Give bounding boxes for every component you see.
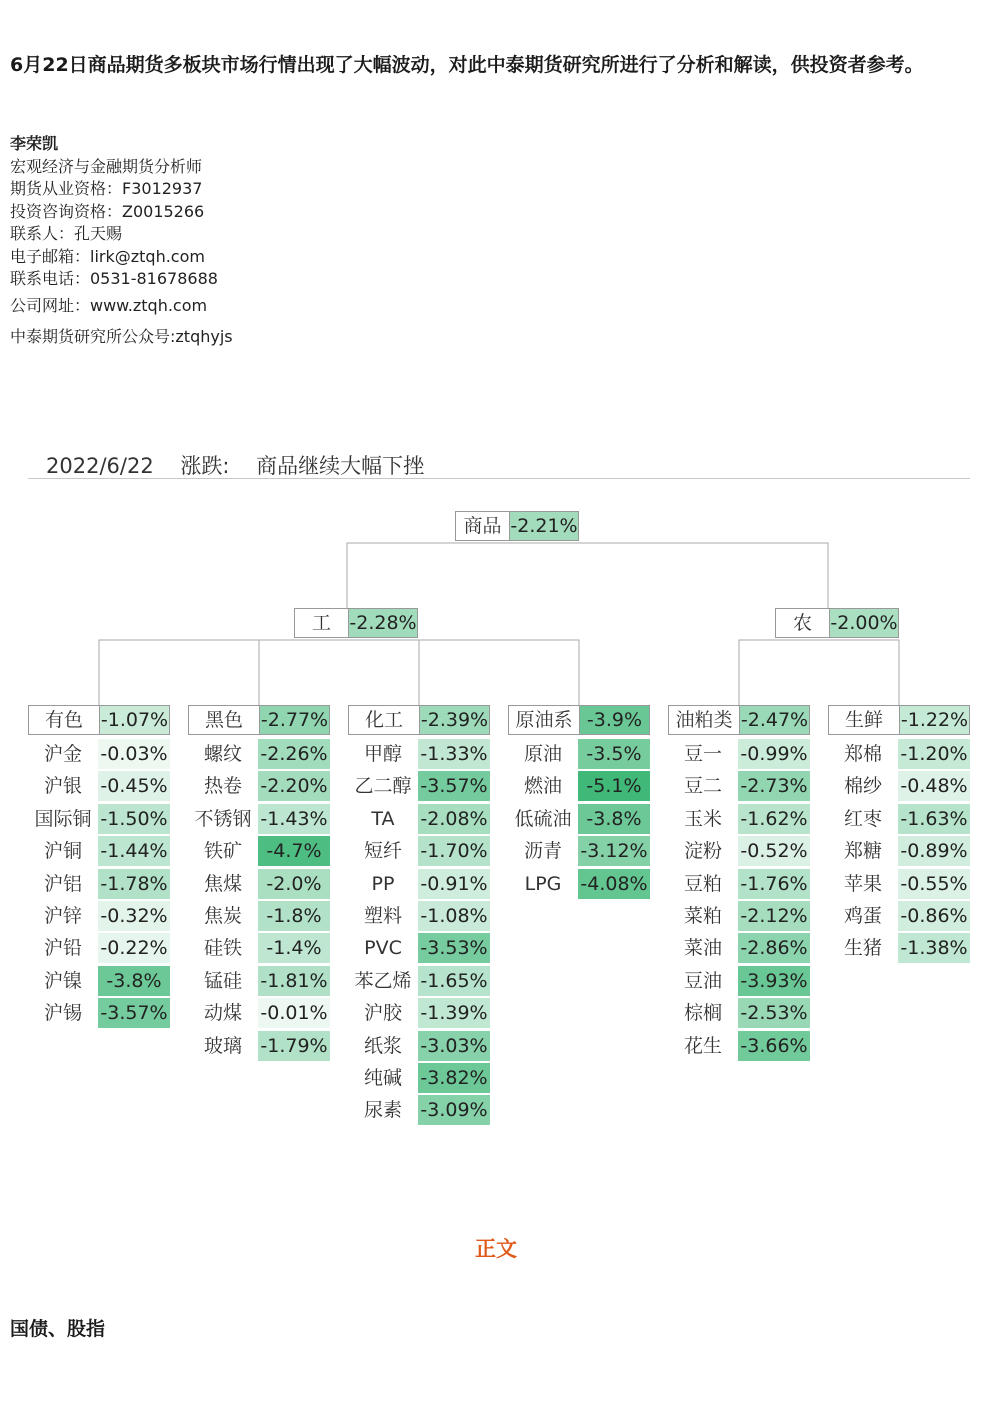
commodity-name: 苯乙烯 bbox=[354, 969, 412, 992]
chart-metric: 涨跌: bbox=[180, 454, 230, 478]
group-list-nonferrous bbox=[28, 739, 170, 1031]
sector-value: -2.00% bbox=[830, 609, 898, 637]
phone-number: 联系电话：0531-81678688 bbox=[10, 269, 218, 288]
commodity-row bbox=[188, 739, 330, 769]
commodity-name: 沪锡 bbox=[43, 1002, 82, 1025]
root-value: -2.21% bbox=[510, 512, 578, 540]
commodity-row bbox=[668, 869, 810, 899]
commodity-name: 热卷 bbox=[203, 775, 242, 798]
sector-label: 农 bbox=[776, 609, 830, 637]
commodity-change: -0.32% bbox=[98, 901, 170, 931]
commodity-name: 焦炭 bbox=[203, 904, 242, 927]
commodity-change: -3.57% bbox=[98, 998, 170, 1028]
group-list-ferrous bbox=[188, 739, 330, 1063]
commodity-change: -3.09% bbox=[418, 1095, 490, 1125]
commodity-row bbox=[828, 836, 970, 866]
commodity-row bbox=[28, 771, 170, 801]
group-label: 黑色 bbox=[189, 706, 260, 734]
commodity-name: 豆粕 bbox=[683, 872, 722, 895]
commodity-row bbox=[28, 804, 170, 834]
commodity-name: 锰硅 bbox=[203, 969, 242, 992]
commodity-name: LPG bbox=[524, 872, 562, 895]
commodity-row bbox=[28, 739, 170, 769]
commodity-row bbox=[348, 933, 490, 963]
commodity-change: -4.08% bbox=[578, 869, 650, 899]
commodity-name: 沪铜 bbox=[43, 840, 82, 863]
group-label: 有色 bbox=[29, 706, 100, 734]
commodity-name: 塑料 bbox=[363, 904, 402, 927]
sector-node-agriculture bbox=[775, 608, 899, 638]
commodity-name: 国际铜 bbox=[34, 807, 92, 830]
commodity-name: 乙二醇 bbox=[354, 775, 412, 798]
commodity-row bbox=[828, 804, 970, 834]
group-node-fresh bbox=[828, 705, 970, 735]
commodity-change: -1.65% bbox=[418, 966, 490, 996]
group-value: -1.07% bbox=[100, 706, 169, 734]
commodity-row bbox=[828, 901, 970, 931]
commodity-change: -1.33% bbox=[418, 739, 490, 769]
commodity-change: -3.8% bbox=[578, 804, 650, 834]
commodity-name: PVC bbox=[364, 937, 402, 960]
connector-industrial-groups bbox=[99, 640, 579, 705]
commodity-row bbox=[828, 739, 970, 769]
commodity-row bbox=[348, 869, 490, 899]
commodity-row bbox=[508, 739, 650, 769]
chart-date: 2022/6/22 bbox=[46, 454, 154, 478]
commodity-row bbox=[348, 836, 490, 866]
commodity-name: 苹果 bbox=[843, 872, 882, 895]
commodity-name: 沪银 bbox=[43, 775, 82, 798]
commodity-change: -1.62% bbox=[738, 804, 810, 834]
commodity-row bbox=[668, 901, 810, 931]
group-list-fresh bbox=[828, 739, 970, 966]
email-link[interactable]: 电子邮箱：lirk@ztqh.com bbox=[10, 246, 205, 266]
commodity-change: -3.03% bbox=[418, 1031, 490, 1061]
sector-label: 工 bbox=[295, 609, 349, 637]
commodity-name: 铁矿 bbox=[203, 840, 242, 863]
commodity-row bbox=[668, 1031, 810, 1061]
commodity-change: -1.63% bbox=[898, 804, 970, 834]
commodity-name: 淀粉 bbox=[683, 840, 722, 863]
commodity-change: -0.45% bbox=[98, 771, 170, 801]
group-node-chemical bbox=[348, 705, 490, 735]
commodity-name: 螺纹 bbox=[203, 743, 242, 765]
commodity-change: -0.01% bbox=[258, 998, 330, 1028]
group-label: 化工 bbox=[349, 706, 420, 734]
contact-person: 联系人：孔天赐 bbox=[10, 224, 123, 243]
group-list-chemical bbox=[348, 739, 490, 1128]
commodity-change: -0.03% bbox=[98, 739, 170, 769]
group-value: -3.9% bbox=[580, 706, 649, 734]
commodity-change-tree bbox=[0, 440, 992, 1140]
root-node bbox=[455, 511, 579, 541]
commodity-row bbox=[668, 739, 810, 769]
commodity-name: 玉米 bbox=[683, 807, 722, 830]
commodity-row bbox=[348, 966, 490, 996]
commodity-name: PP bbox=[371, 872, 395, 895]
commodity-name: 原油 bbox=[523, 743, 562, 765]
commodity-row bbox=[348, 901, 490, 931]
commodity-change: -3.93% bbox=[738, 966, 810, 996]
commodity-change: -3.57% bbox=[418, 771, 490, 801]
commodity-change: -3.82% bbox=[418, 1063, 490, 1093]
group-list-crude bbox=[508, 739, 650, 901]
commodity-name: 豆二 bbox=[683, 775, 722, 798]
commodity-change: -0.48% bbox=[898, 771, 970, 801]
commodity-row bbox=[348, 771, 490, 801]
commodity-change: -1.8% bbox=[258, 901, 330, 931]
commodity-row bbox=[668, 771, 810, 801]
chart-headline: 商品继续大幅下挫 bbox=[256, 454, 425, 478]
commodity-change: -1.78% bbox=[98, 869, 170, 899]
commodity-change: -1.20% bbox=[898, 739, 970, 769]
commodity-row bbox=[828, 869, 970, 899]
commodity-row bbox=[828, 933, 970, 963]
commodity-change: -1.4% bbox=[258, 933, 330, 963]
commodity-name: 硅铁 bbox=[203, 937, 242, 960]
commodity-row bbox=[28, 836, 170, 866]
commodity-row bbox=[508, 869, 650, 899]
commodity-row bbox=[668, 804, 810, 834]
commodity-change: -1.44% bbox=[98, 836, 170, 866]
commodity-row bbox=[348, 804, 490, 834]
commodity-row bbox=[508, 804, 650, 834]
commodity-change: -1.79% bbox=[258, 1031, 330, 1061]
commodity-name: 郑棉 bbox=[843, 743, 882, 765]
commodity-row bbox=[28, 933, 170, 963]
commodity-row bbox=[188, 998, 330, 1028]
commodity-change: -2.20% bbox=[258, 771, 330, 801]
commodity-row bbox=[508, 836, 650, 866]
commodity-change: -3.66% bbox=[738, 1031, 810, 1061]
commodity-name: 生猪 bbox=[843, 937, 882, 960]
group-list-oilseeds bbox=[668, 739, 810, 1063]
commodity-change: -0.52% bbox=[738, 836, 810, 866]
group-node-ferrous bbox=[188, 705, 330, 735]
commodity-change: -2.53% bbox=[738, 998, 810, 1028]
commodity-name: 沪镍 bbox=[43, 969, 82, 992]
group-label: 原油系 bbox=[509, 706, 580, 734]
commodity-name: 动煤 bbox=[203, 1002, 242, 1025]
commodity-row bbox=[348, 1095, 490, 1125]
commodity-change: -2.12% bbox=[738, 901, 810, 931]
commodity-name: 沥青 bbox=[523, 840, 562, 863]
commodity-change: -3.53% bbox=[418, 933, 490, 963]
commodity-name: 红枣 bbox=[843, 807, 882, 830]
commodity-name: 豆油 bbox=[683, 969, 722, 992]
group-label: 油粕类 bbox=[669, 706, 740, 734]
commodity-change: -0.91% bbox=[418, 869, 490, 899]
commodity-change: -3.8% bbox=[98, 966, 170, 996]
commodity-row bbox=[668, 836, 810, 866]
commodity-row bbox=[348, 739, 490, 769]
commodity-change: -3.5% bbox=[578, 739, 650, 769]
group-label: 生鲜 bbox=[829, 706, 900, 734]
commodity-row bbox=[348, 1031, 490, 1061]
commodity-change: -1.70% bbox=[418, 836, 490, 866]
sub-title: 国债、股指 bbox=[10, 1318, 106, 1340]
commodity-row bbox=[508, 771, 650, 801]
commodity-row bbox=[188, 836, 330, 866]
commodity-name: 豆一 bbox=[683, 743, 722, 765]
website-link[interactable]: 公司网址：www.ztqh.com bbox=[10, 295, 208, 315]
commodity-change: -2.26% bbox=[258, 739, 330, 769]
group-node-oilseeds bbox=[668, 705, 810, 735]
commodity-name: 纸浆 bbox=[363, 1034, 402, 1057]
sector-value: -2.28% bbox=[349, 609, 417, 637]
commodity-change: -1.38% bbox=[898, 933, 970, 963]
commodity-row bbox=[348, 1063, 490, 1093]
section-title: 正文 bbox=[475, 1237, 517, 1261]
commodity-row bbox=[188, 771, 330, 801]
group-value: -2.77% bbox=[260, 706, 329, 734]
commodity-change: -0.99% bbox=[738, 739, 810, 769]
commodity-name: 焦煤 bbox=[203, 872, 242, 895]
commodity-name: 棕榈 bbox=[683, 1002, 722, 1025]
author-name: 李荣凯 bbox=[10, 134, 59, 153]
commodity-name: 菜粕 bbox=[683, 904, 722, 927]
commodity-name: 甲醇 bbox=[363, 743, 402, 765]
commodity-name: 低硫油 bbox=[514, 807, 572, 830]
commodity-row bbox=[828, 771, 970, 801]
consult-license: 投资咨询资格：Z0015266 bbox=[10, 201, 205, 221]
group-value: -1.22% bbox=[900, 706, 969, 734]
commodity-change: -2.73% bbox=[738, 771, 810, 801]
commodity-name: 沪金 bbox=[43, 743, 82, 765]
commodity-name: 玻璃 bbox=[203, 1034, 242, 1057]
sector-node-industrial bbox=[294, 608, 418, 638]
commodity-name: 燃油 bbox=[523, 775, 562, 798]
commodity-change: -0.55% bbox=[898, 869, 970, 899]
commodity-row bbox=[668, 998, 810, 1028]
commodity-name: 花生 bbox=[683, 1034, 722, 1057]
commodity-change: -2.08% bbox=[418, 804, 490, 834]
commodity-row bbox=[28, 869, 170, 899]
wechat-account: 中泰期货研究所公众号:ztqhyjs bbox=[10, 327, 233, 346]
commodity-change: -1.39% bbox=[418, 998, 490, 1028]
commodity-name: TA bbox=[371, 807, 395, 830]
commodity-change: -0.86% bbox=[898, 901, 970, 931]
commodity-name: 沪铝 bbox=[43, 872, 82, 895]
commodity-name: 沪胶 bbox=[363, 1002, 402, 1025]
commodity-name: 沪锌 bbox=[43, 904, 82, 927]
commodity-row bbox=[188, 1031, 330, 1061]
commodity-row bbox=[668, 966, 810, 996]
group-node-crude bbox=[508, 705, 650, 735]
commodity-row bbox=[28, 998, 170, 1028]
commodity-change: -2.86% bbox=[738, 933, 810, 963]
commodity-name: 郑糖 bbox=[843, 840, 882, 863]
group-value: -2.39% bbox=[420, 706, 489, 734]
commodity-change: -1.43% bbox=[258, 804, 330, 834]
commodity-name: 不锈钢 bbox=[194, 807, 252, 830]
commodity-change: -2.0% bbox=[258, 869, 330, 899]
commodity-name: 尿素 bbox=[363, 1099, 402, 1122]
commodity-change: -0.22% bbox=[98, 933, 170, 963]
futures-license: 期货从业资格：F3012937 bbox=[10, 179, 203, 198]
author-title: 宏观经济与金融期货分析师 bbox=[10, 156, 203, 176]
commodity-change: -0.89% bbox=[898, 836, 970, 866]
commodity-change: -1.76% bbox=[738, 869, 810, 899]
root-label: 商品 bbox=[456, 512, 510, 540]
group-node-nonferrous bbox=[28, 705, 170, 735]
commodity-row bbox=[188, 804, 330, 834]
commodity-row bbox=[188, 933, 330, 963]
commodity-row bbox=[668, 933, 810, 963]
commodity-row bbox=[188, 901, 330, 931]
commodity-name: 鸡蛋 bbox=[843, 904, 882, 927]
connector-root-sectors bbox=[347, 543, 828, 608]
intro-paragraph: 6月22日商品期货多板块市场行情出现了大幅波动，对此中泰期货研究所进行了分析和解读，供投资者参考。 bbox=[10, 54, 924, 76]
commodity-change: -1.81% bbox=[258, 966, 330, 996]
commodity-row bbox=[28, 901, 170, 931]
commodity-change: -4.7% bbox=[258, 836, 330, 866]
commodity-change: -3.12% bbox=[578, 836, 650, 866]
connector-agri-groups bbox=[739, 640, 899, 705]
commodity-name: 棉纱 bbox=[843, 775, 882, 798]
commodity-row bbox=[188, 966, 330, 996]
commodity-name: 沪铅 bbox=[43, 937, 82, 960]
commodity-name: 菜油 bbox=[683, 937, 722, 960]
group-value: -2.47% bbox=[740, 706, 809, 734]
commodity-row bbox=[348, 998, 490, 1028]
commodity-name: 短纤 bbox=[363, 840, 402, 863]
author-info bbox=[10, 133, 233, 349]
commodity-change: -5.1% bbox=[578, 771, 650, 801]
commodity-change: -1.08% bbox=[418, 901, 490, 931]
commodity-row bbox=[188, 869, 330, 899]
commodity-name: 纯碱 bbox=[363, 1066, 402, 1089]
commodity-change: -1.50% bbox=[98, 804, 170, 834]
commodity-row bbox=[28, 966, 170, 996]
